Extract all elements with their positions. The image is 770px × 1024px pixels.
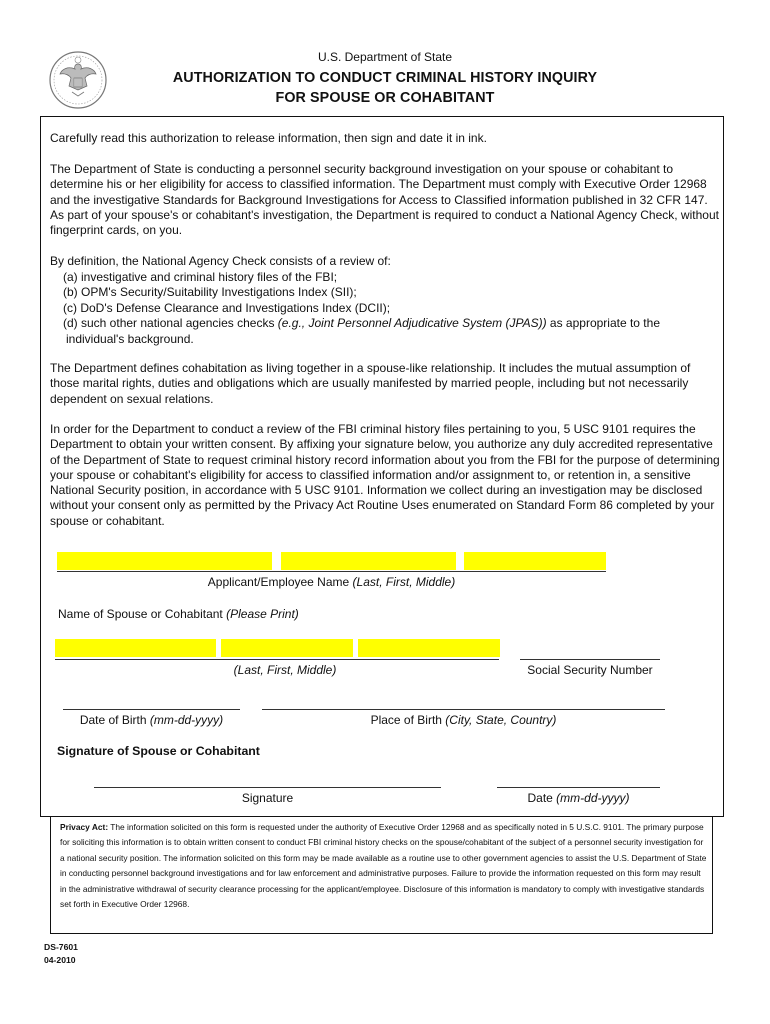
spouse-name-label: Name of Spouse or Cohabitant (Please Print) bbox=[58, 607, 299, 621]
ssn-field[interactable] bbox=[520, 659, 660, 660]
spouse-last-name-field[interactable] bbox=[55, 639, 216, 657]
nac-item-c: (c) DoD's Defense Clearance and Investigations Index (DCII); bbox=[63, 301, 391, 315]
applicant-first-name-field[interactable] bbox=[281, 552, 456, 570]
nac-item-a: (a) investigative and criminal history files of the FBI; bbox=[63, 270, 338, 284]
nac-item-d-continued: individual's background. bbox=[66, 332, 194, 346]
applicant-middle-name-field[interactable] bbox=[464, 552, 606, 570]
privacy-act-text: The information solicited on this form is requested under the authority of Executive Order 12968 and as specifically noted in 5 U.S.C. 9101. The primary purpose for soliciting this information is to obtain written consent to conduct FBI criminal history checks on the spouse/cohabitant of the subject of a personnel security investigation for a national security position. The information solicited on this form may be made available as a routine use to other government agencies to assist the U.S. Department of State in conducting personnel background investigations and for law enforcement and administrative purposes. Failure to provide the information requested on this form may result in the administrative withdrawal of security clearance processing for the applicant/employee. Disclosure of this information is mandatory to comply with investigative standards set forth in Executive Order 12968. bbox=[60, 822, 707, 910]
spouse-name-format-label: (Last, First, Middle) bbox=[233, 663, 337, 677]
applicant-name-line bbox=[57, 571, 606, 572]
ssn-label: Social Security Number bbox=[527, 663, 653, 677]
form-revision-date: 04-2010 bbox=[44, 955, 76, 965]
signature-date-field[interactable] bbox=[497, 787, 660, 788]
signature-heading: Signature of Spouse or Cohabitant bbox=[57, 744, 260, 758]
intro-instruction: Carefully read this authorization to release information, then sign and date it in ink. bbox=[50, 131, 487, 145]
nac-item-d-tail: as appropriate to the bbox=[546, 316, 660, 330]
form-title-line1: AUTHORIZATION TO CONDUCT CRIMINAL HISTORY INQUIRY bbox=[172, 70, 598, 86]
form-title-line2: FOR SPOUSE OR COHABITANT bbox=[275, 90, 495, 106]
nac-item-d bbox=[63, 316, 723, 331]
cohabitation-definition: The Department defines cohabitation as living together in a spouse-like relationship. It includes the mutual assumption of those marital rights, duties and obligations which are usually manifested by married people, including but not necessarily dependent on sexual relations. bbox=[50, 361, 691, 406]
place-of-birth-field[interactable] bbox=[262, 709, 665, 710]
applicant-name-label: Applicant/Employee Name (Last, First, Middle) bbox=[207, 575, 456, 589]
nac-item-d-text: (d) such other national agencies checks bbox=[63, 316, 278, 330]
nac-item-b: (b) OPM's Security/Suitability Investigations Index (SII); bbox=[63, 285, 357, 299]
date-of-birth-field[interactable] bbox=[63, 709, 240, 710]
applicant-last-name-field[interactable] bbox=[57, 552, 272, 570]
signature-date-label: Date (mm-dd-yyyy) bbox=[527, 791, 630, 805]
privacy-act-heading: Privacy Act: bbox=[60, 822, 109, 832]
signature-label: Signature bbox=[241, 791, 294, 805]
nac-intro: By definition, the National Agency Check consists of a review of: bbox=[50, 254, 391, 268]
privacy-act-statement bbox=[60, 820, 708, 912]
nac-item-d-example: (e.g., Joint Personnel Adjudicative System (JPAS)) bbox=[277, 316, 547, 330]
department-name: U.S. Department of State bbox=[317, 50, 453, 64]
investigation-paragraph: The Department of State is conducting a personnel security background investigation on your spouse or cohabitant to determine his or her eligibility for access to classified information. The Department must comply with Executive Order 12968 and the investigative Standards for Background Investigations for Access to Classified information published in 32 CFR 147. As part of your spouse's or cohabitant's investigation, the Department is required to conduct a National Agency Check, without fingerprint cards, on you. bbox=[50, 162, 719, 238]
place-of-birth-label: Place of Birth (City, State, Country) bbox=[370, 713, 557, 727]
form-number: DS-7601 bbox=[44, 942, 78, 952]
spouse-name-line bbox=[55, 659, 499, 660]
date-of-birth-label: Date of Birth (mm-dd-yyyy) bbox=[79, 713, 224, 727]
spouse-middle-name-field[interactable] bbox=[358, 639, 500, 657]
signature-field[interactable] bbox=[94, 787, 441, 788]
consent-paragraph: In order for the Department to conduct a review of the FBI criminal history files pertaining to you, 5 USC 9101 requires the Department to obtain your written consent. By affixing your signature below, you authorize any duly accredited representative of the Department of State to request criminal history record information about you from the FBI for the purpose of determining your spouse or cohabitant's eligibility for access to classified information and/or assignment to, or retention in, a sensitive National Security position, in accordance with 5 USC 9101. Information we collect during an investigation may be disclosed without your consent only as permitted by the Privacy Act Routine Uses enumerated on Standard Form 86 completed by your spouse or cohabitant. bbox=[50, 422, 720, 528]
spouse-first-name-field[interactable] bbox=[221, 639, 353, 657]
